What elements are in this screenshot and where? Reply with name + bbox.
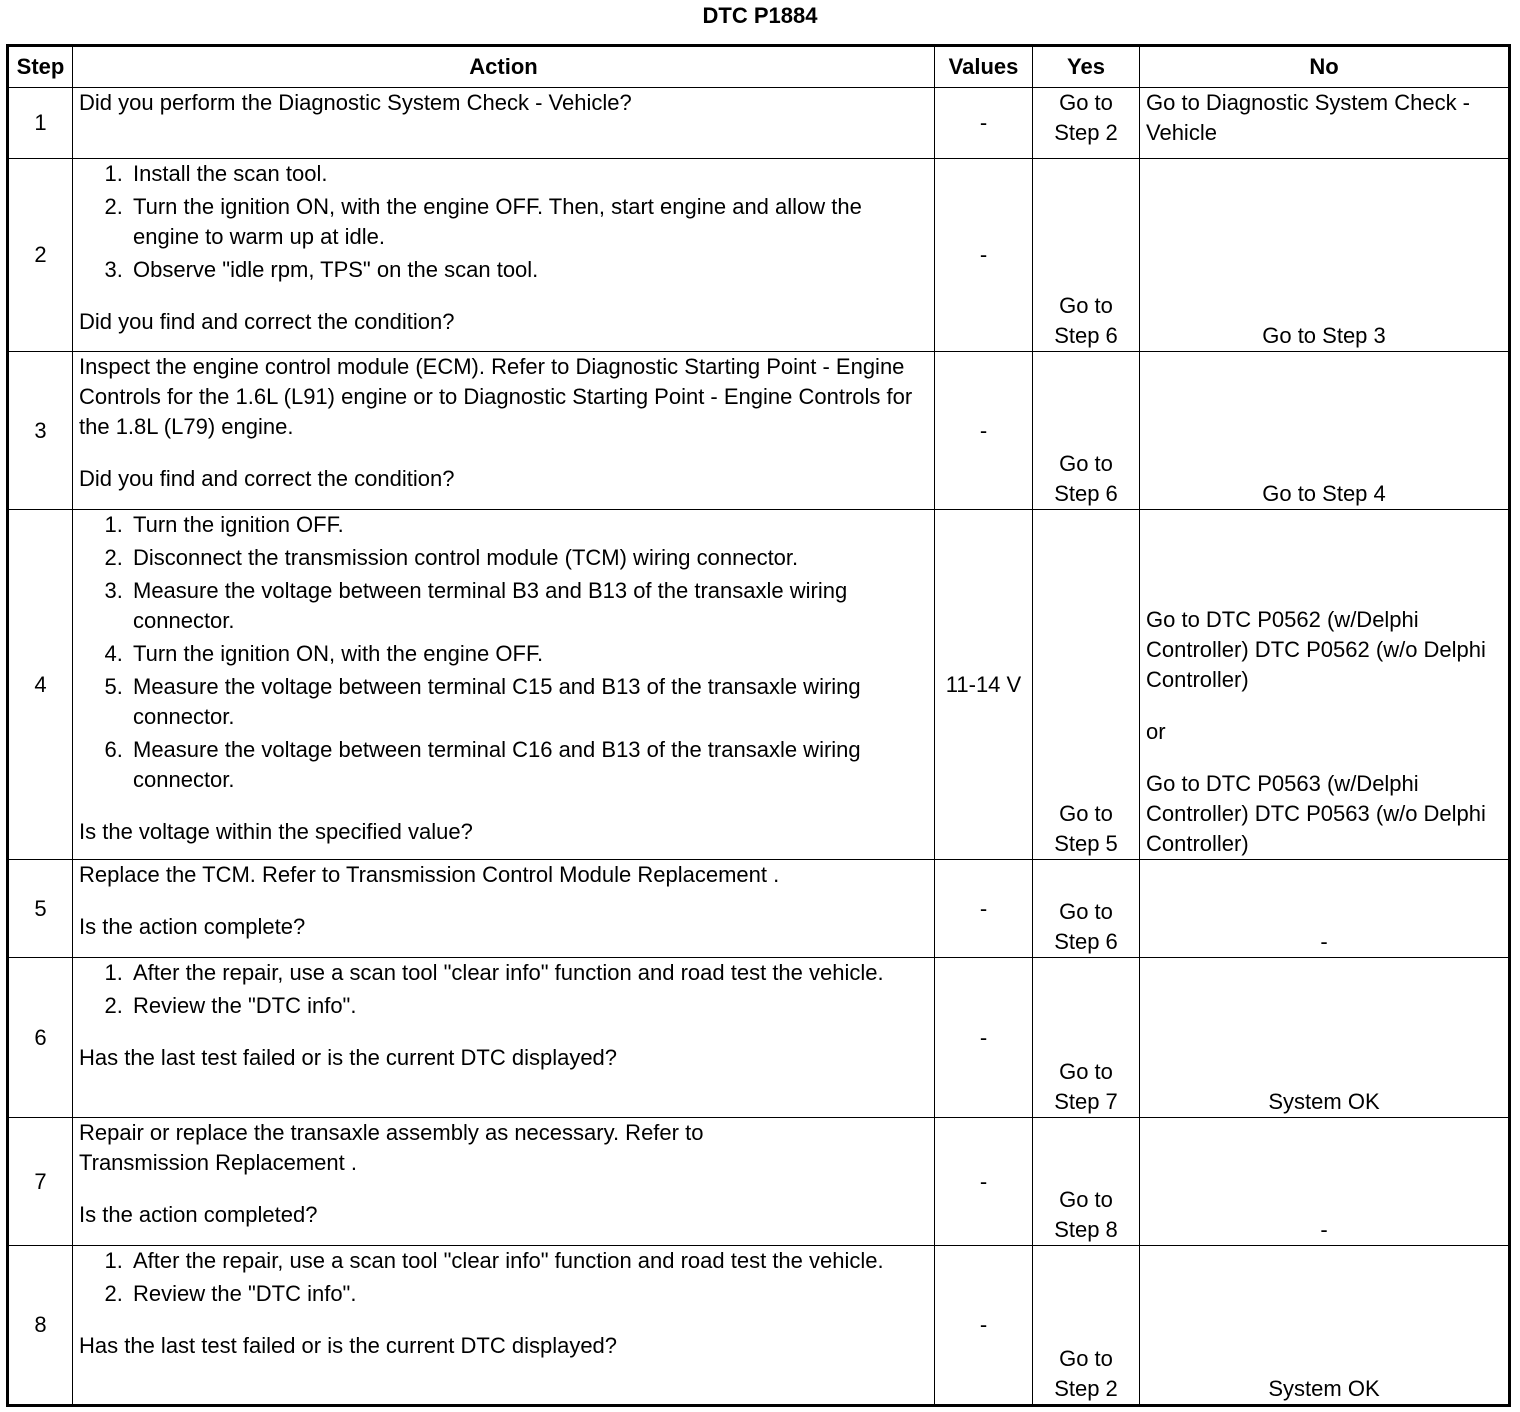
action-step-item: 2. Review the "DTC info". [129, 991, 928, 1021]
header-action: Action [73, 46, 935, 88]
action-step-item: 1. After the repair, use a scan tool "clear info" function and road test the vehicle. [129, 1246, 928, 1276]
action-question: Did you find and correct the condition? [79, 466, 455, 491]
yes-cell: Go to Step 6 [1033, 352, 1140, 510]
diagnostic-table [6, 44, 1511, 1407]
header-row [8, 46, 1510, 88]
values-cell: 11-14 V [935, 510, 1033, 860]
step-number: 3 [8, 352, 73, 510]
values-cell: - [935, 352, 1033, 510]
no-cell: System OK [1140, 958, 1510, 1118]
action-cell [73, 958, 935, 1118]
no-cell: - [1140, 860, 1510, 958]
action-cell [73, 352, 935, 510]
action-step-item: 1. Install the scan tool. [129, 159, 928, 189]
action-step-item: 1. Turn the ignition OFF. [129, 510, 928, 540]
step-number: 6 [8, 958, 73, 1118]
action-step-item: 1. After the repair, use a scan tool "clear info" function and road test the vehicle. [129, 958, 928, 988]
table-row [8, 1246, 1510, 1406]
action-cell [73, 1246, 935, 1406]
action-question: Is the action completed? [79, 1202, 318, 1227]
action-text: Did you perform the Diagnostic System Check - Vehicle? [79, 90, 632, 115]
table-row [8, 958, 1510, 1118]
header-no: No [1140, 46, 1510, 88]
action-text: Repair or replace the transaxle assembly as necessary. Refer to Transmission Replacement . [79, 1120, 704, 1175]
action-question: Did you find and correct the condition? [79, 309, 455, 334]
action-step-item: 2. Turn the ignition ON, with the engine OFF. Then, start engine and allow the engine to warm up at idle. [129, 192, 928, 252]
no-cell: Go to Diagnostic System Check - Vehicle [1140, 88, 1510, 159]
no-or-separator: or [1146, 719, 1166, 744]
action-question: Has the last test failed or is the current DTC displayed? [79, 1333, 618, 1358]
action-cell [73, 860, 935, 958]
values-cell: - [935, 88, 1033, 159]
action-text: Replace the TCM. Refer to Transmission Control Module Replacement . [79, 862, 780, 887]
action-steps [79, 510, 928, 795]
yes-cell: Go to Step 6 [1033, 860, 1140, 958]
yes-cell: Go to Step 2 [1033, 1246, 1140, 1406]
action-steps [79, 1246, 928, 1309]
action-question: Is the action complete? [79, 914, 306, 939]
table-row [8, 1118, 1510, 1246]
values-cell: - [935, 1246, 1033, 1406]
action-cell [73, 88, 935, 159]
no-cell: Go to Step 4 [1140, 352, 1510, 510]
no-cell [1140, 510, 1510, 860]
yes-cell: Go to Step 6 [1033, 159, 1140, 352]
yes-cell: Go to Step 8 [1033, 1118, 1140, 1246]
step-number: 7 [8, 1118, 73, 1246]
action-cell [73, 510, 935, 860]
action-step-item: 4. Turn the ignition ON, with the engine OFF. [129, 639, 928, 669]
action-step-item: 2. Disconnect the transmission control module (TCM) wiring connector. [129, 543, 928, 573]
table-row [8, 88, 1510, 159]
action-step-item: 2. Review the "DTC info". [129, 1279, 928, 1309]
no-option: Go to DTC P0562 (w/Delphi Controller) DTC P0562 (w/o Delphi Controller) [1146, 607, 1486, 692]
header-values: Values [935, 46, 1033, 88]
action-steps [79, 958, 928, 1021]
yes-cell: Go to Step 5 [1033, 510, 1140, 860]
step-number: 1 [8, 88, 73, 159]
action-step-item: 3. Measure the voltage between terminal B3 and B13 of the transaxle wiring connector. [129, 576, 928, 636]
action-question: Is the voltage within the specified value? [79, 819, 473, 844]
table-row [8, 510, 1510, 860]
step-number: 4 [8, 510, 73, 860]
step-number: 8 [8, 1246, 73, 1406]
step-number: 2 [8, 159, 73, 352]
values-cell: - [935, 958, 1033, 1118]
action-step-item: 6. Measure the voltage between terminal C16 and B13 of the transaxle wiring connector. [129, 735, 928, 795]
no-option: Go to DTC P0563 (w/Delphi Controller) DTC P0563 (w/o Delphi Controller) [1146, 771, 1486, 856]
step-number: 5 [8, 860, 73, 958]
table-row [8, 352, 1510, 510]
values-cell: - [935, 860, 1033, 958]
action-cell [73, 159, 935, 352]
table-row [8, 860, 1510, 958]
action-question: Has the last test failed or is the current DTC displayed? [79, 1045, 618, 1070]
action-step-item: 3. Observe "idle rpm, TPS" on the scan tool. [129, 255, 928, 285]
action-cell [73, 1118, 935, 1246]
page-title: DTC P1884 [702, 3, 818, 28]
yes-cell: Go to Step 2 [1033, 88, 1140, 159]
action-step-item: 5. Measure the voltage between terminal C15 and B13 of the transaxle wiring connector. [129, 672, 928, 732]
action-text: Inspect the engine control module (ECM). Refer to Diagnostic Starting Point - Engine Controls for the 1.6L (L91) engine or to Diagnostic Starting Point - Engine Controls for the 1.8L (L79) engine. [79, 354, 913, 439]
yes-cell: Go to Step 7 [1033, 958, 1140, 1118]
header-yes: Yes [1033, 46, 1140, 88]
no-cell: - [1140, 1118, 1510, 1246]
no-cell: System OK [1140, 1246, 1510, 1406]
values-cell: - [935, 159, 1033, 352]
table-row [8, 159, 1510, 352]
values-cell: - [935, 1118, 1033, 1246]
header-step: Step [8, 46, 73, 88]
no-cell: Go to Step 3 [1140, 159, 1510, 352]
action-steps [79, 159, 928, 285]
